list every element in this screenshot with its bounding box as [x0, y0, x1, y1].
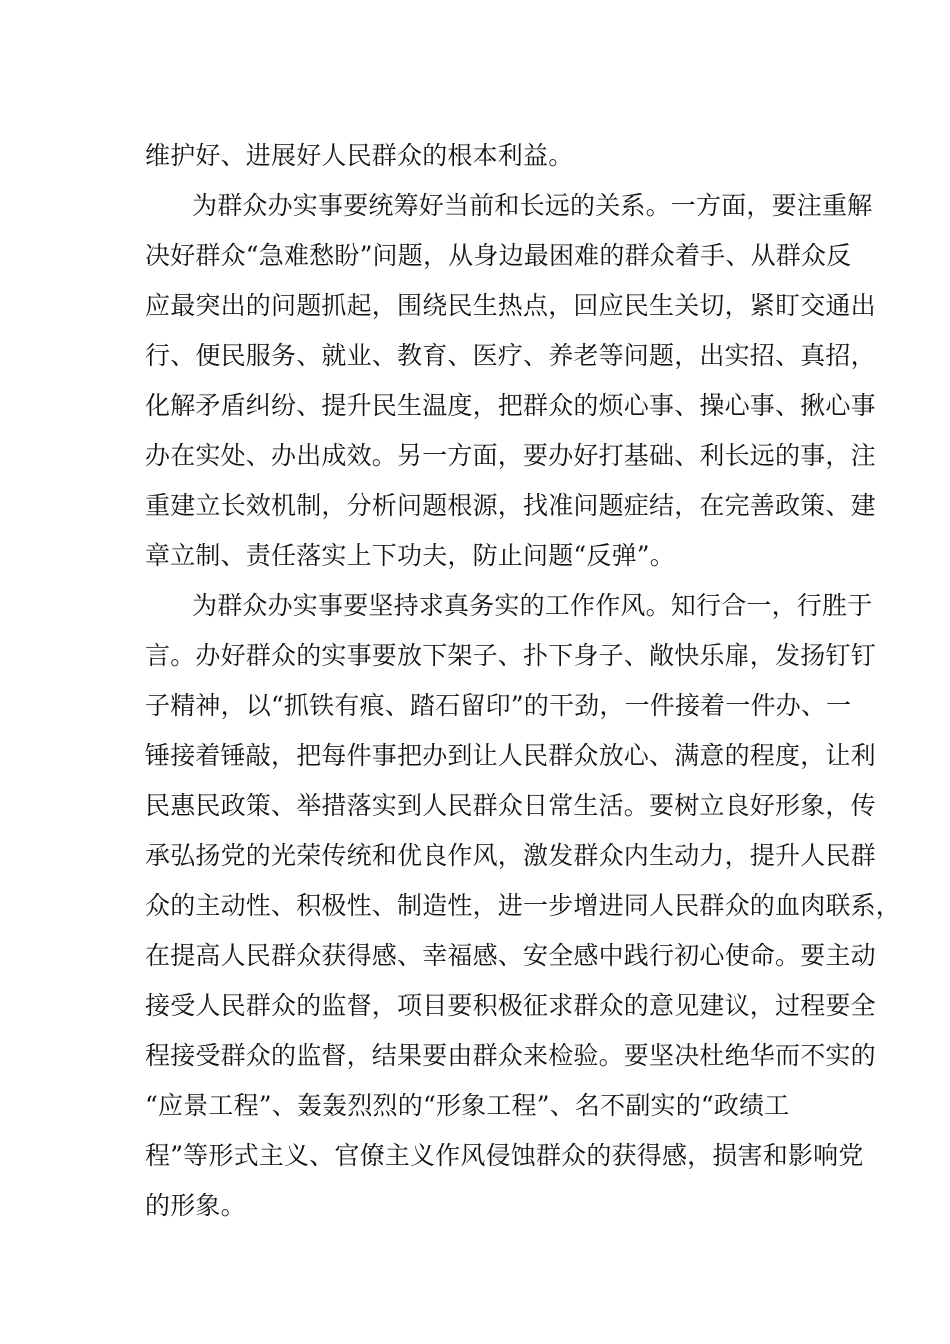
text-line: 的形象。: [145, 1191, 246, 1220]
text-line: 决好群众“急难愁盼”问题，从身边最困难的群众着手、从群众反: [145, 241, 852, 270]
text-line: 章立制、责任落实上下功夫，防止问题“反弹”。: [145, 541, 675, 570]
text-line: 程接受群众的监督，结果要由群众来检验。要坚决杜绝华而不实的: [145, 1041, 876, 1070]
text-line: 锤接着锤敲，把每件事把办到让人民群众放心、满意的程度，让利: [145, 741, 876, 770]
text-line: 在提高人民群众获得感、幸福感、安全感中践行初心使命。要主动: [145, 941, 876, 970]
text-line: 维护好、进展好人民群众的根本利益。: [145, 141, 574, 170]
text-line: 民惠民政策、举措落实到人民群众日常生活。要树立良好形象，传: [145, 791, 876, 820]
text-line: 行、便民服务、就业、教育、医疗、养老等问题，出实招、真招，: [145, 341, 876, 370]
text-line: 众的主动性、积极性、制造性，进一步增进同人民群众的血肉联系，: [145, 891, 902, 920]
text-line: “应景工程”、轰轰烈烈的“形象工程”、名不副实的“政绩工: [145, 1091, 790, 1120]
text-line: 化解矛盾纠纷、提升民生温度，把群众的烦心事、操心事、揪心事: [145, 391, 876, 420]
text-line: 接受人民群众的监督，项目要积极征求群众的意见建议，过程要全: [145, 991, 876, 1020]
text-line: 承弘扬党的光荣传统和优良作风，激发群众内生动力，提升人民群: [145, 841, 876, 870]
text-line: 应最突出的问题抓起，围绕民生热点，回应民生关切，紧盯交通出: [145, 291, 876, 320]
text-line: 言。办好群众的实事要放下架子、扑下身子、敞快乐扉，发扬钉钉: [145, 641, 876, 670]
text-line: 程”等形式主义、官僚主义作风侵蚀群众的获得感，损害和影响党: [145, 1141, 864, 1170]
paragraph-first-line: 为群众办实事要坚持求真务实的工作作风。知行合一，行胜于: [192, 591, 873, 620]
text-line: 子精神，以“抓铁有痕、踏石留印”的干劲，一件接着一件办、一: [145, 691, 852, 720]
paragraph-first-line: 为群众办实事要统筹好当前和长远的关系。一方面，要注重解: [192, 191, 873, 220]
text-line: 办在实处、办出成效。另一方面，要办好打基础、利长远的事，注: [145, 441, 876, 470]
text-line: 重建立长效机制，分析问题根源，找准问题症结，在完善政策、建: [145, 491, 876, 520]
